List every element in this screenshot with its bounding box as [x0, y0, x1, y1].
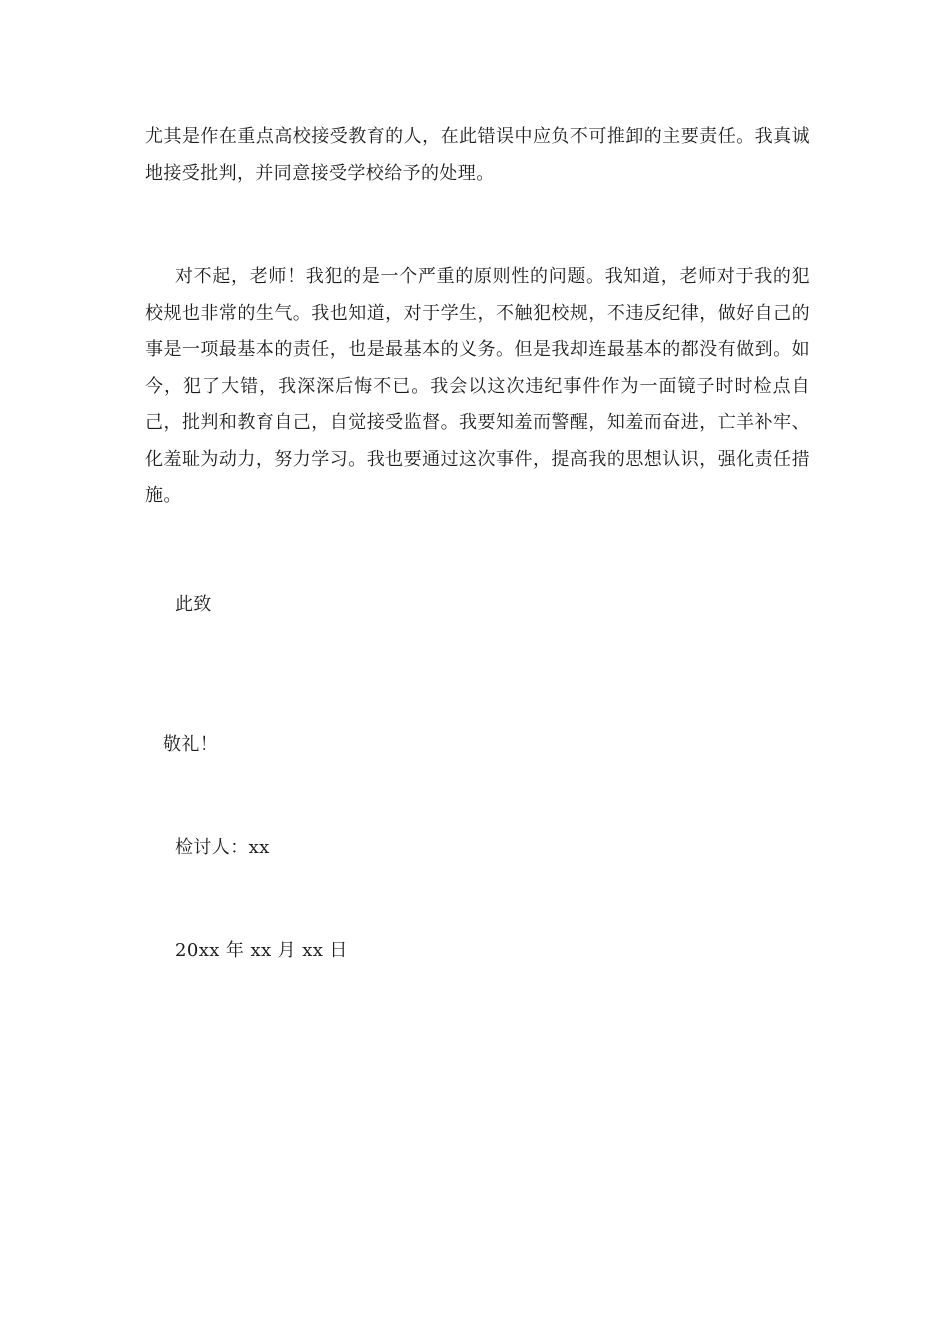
body-paragraph-2: 对不起，老师！我犯的是一个严重的原则性的问题。我知道，老师对于我的犯校规也非常的生气。我也知道，对于学生，不触犯校规，不违反纪律，做好自己的事是一项最基本的责任，也是最基本的义务。但是我却连最基本的都没有做到。如今，犯了大错，我深深后悔不已。我会以这次违纪事件作为一面镜子时时检点自己，批判和教育自己，自觉接受监督。我要知羞而警醒，知羞而奋进，亡羊补牢、化羞耻为动力，努力学习。我也要通过这次事件，提高我的思想认识，强化责任措施。 [145, 266, 810, 506]
date-line: 20xx 年 xx 月 xx 日 [175, 940, 348, 961]
closing-salutation: 此致 [175, 594, 212, 615]
body-paragraph-1: 尤其是作在重点高校接受教育的人，在此错误中应负不可推卸的主要责任。我真诚地接受批判，并同意接受学校给予的处理。 [145, 126, 810, 184]
closing-regards: 敬礼！ [163, 734, 219, 755]
signature-line: 检讨人：xx [175, 837, 270, 858]
